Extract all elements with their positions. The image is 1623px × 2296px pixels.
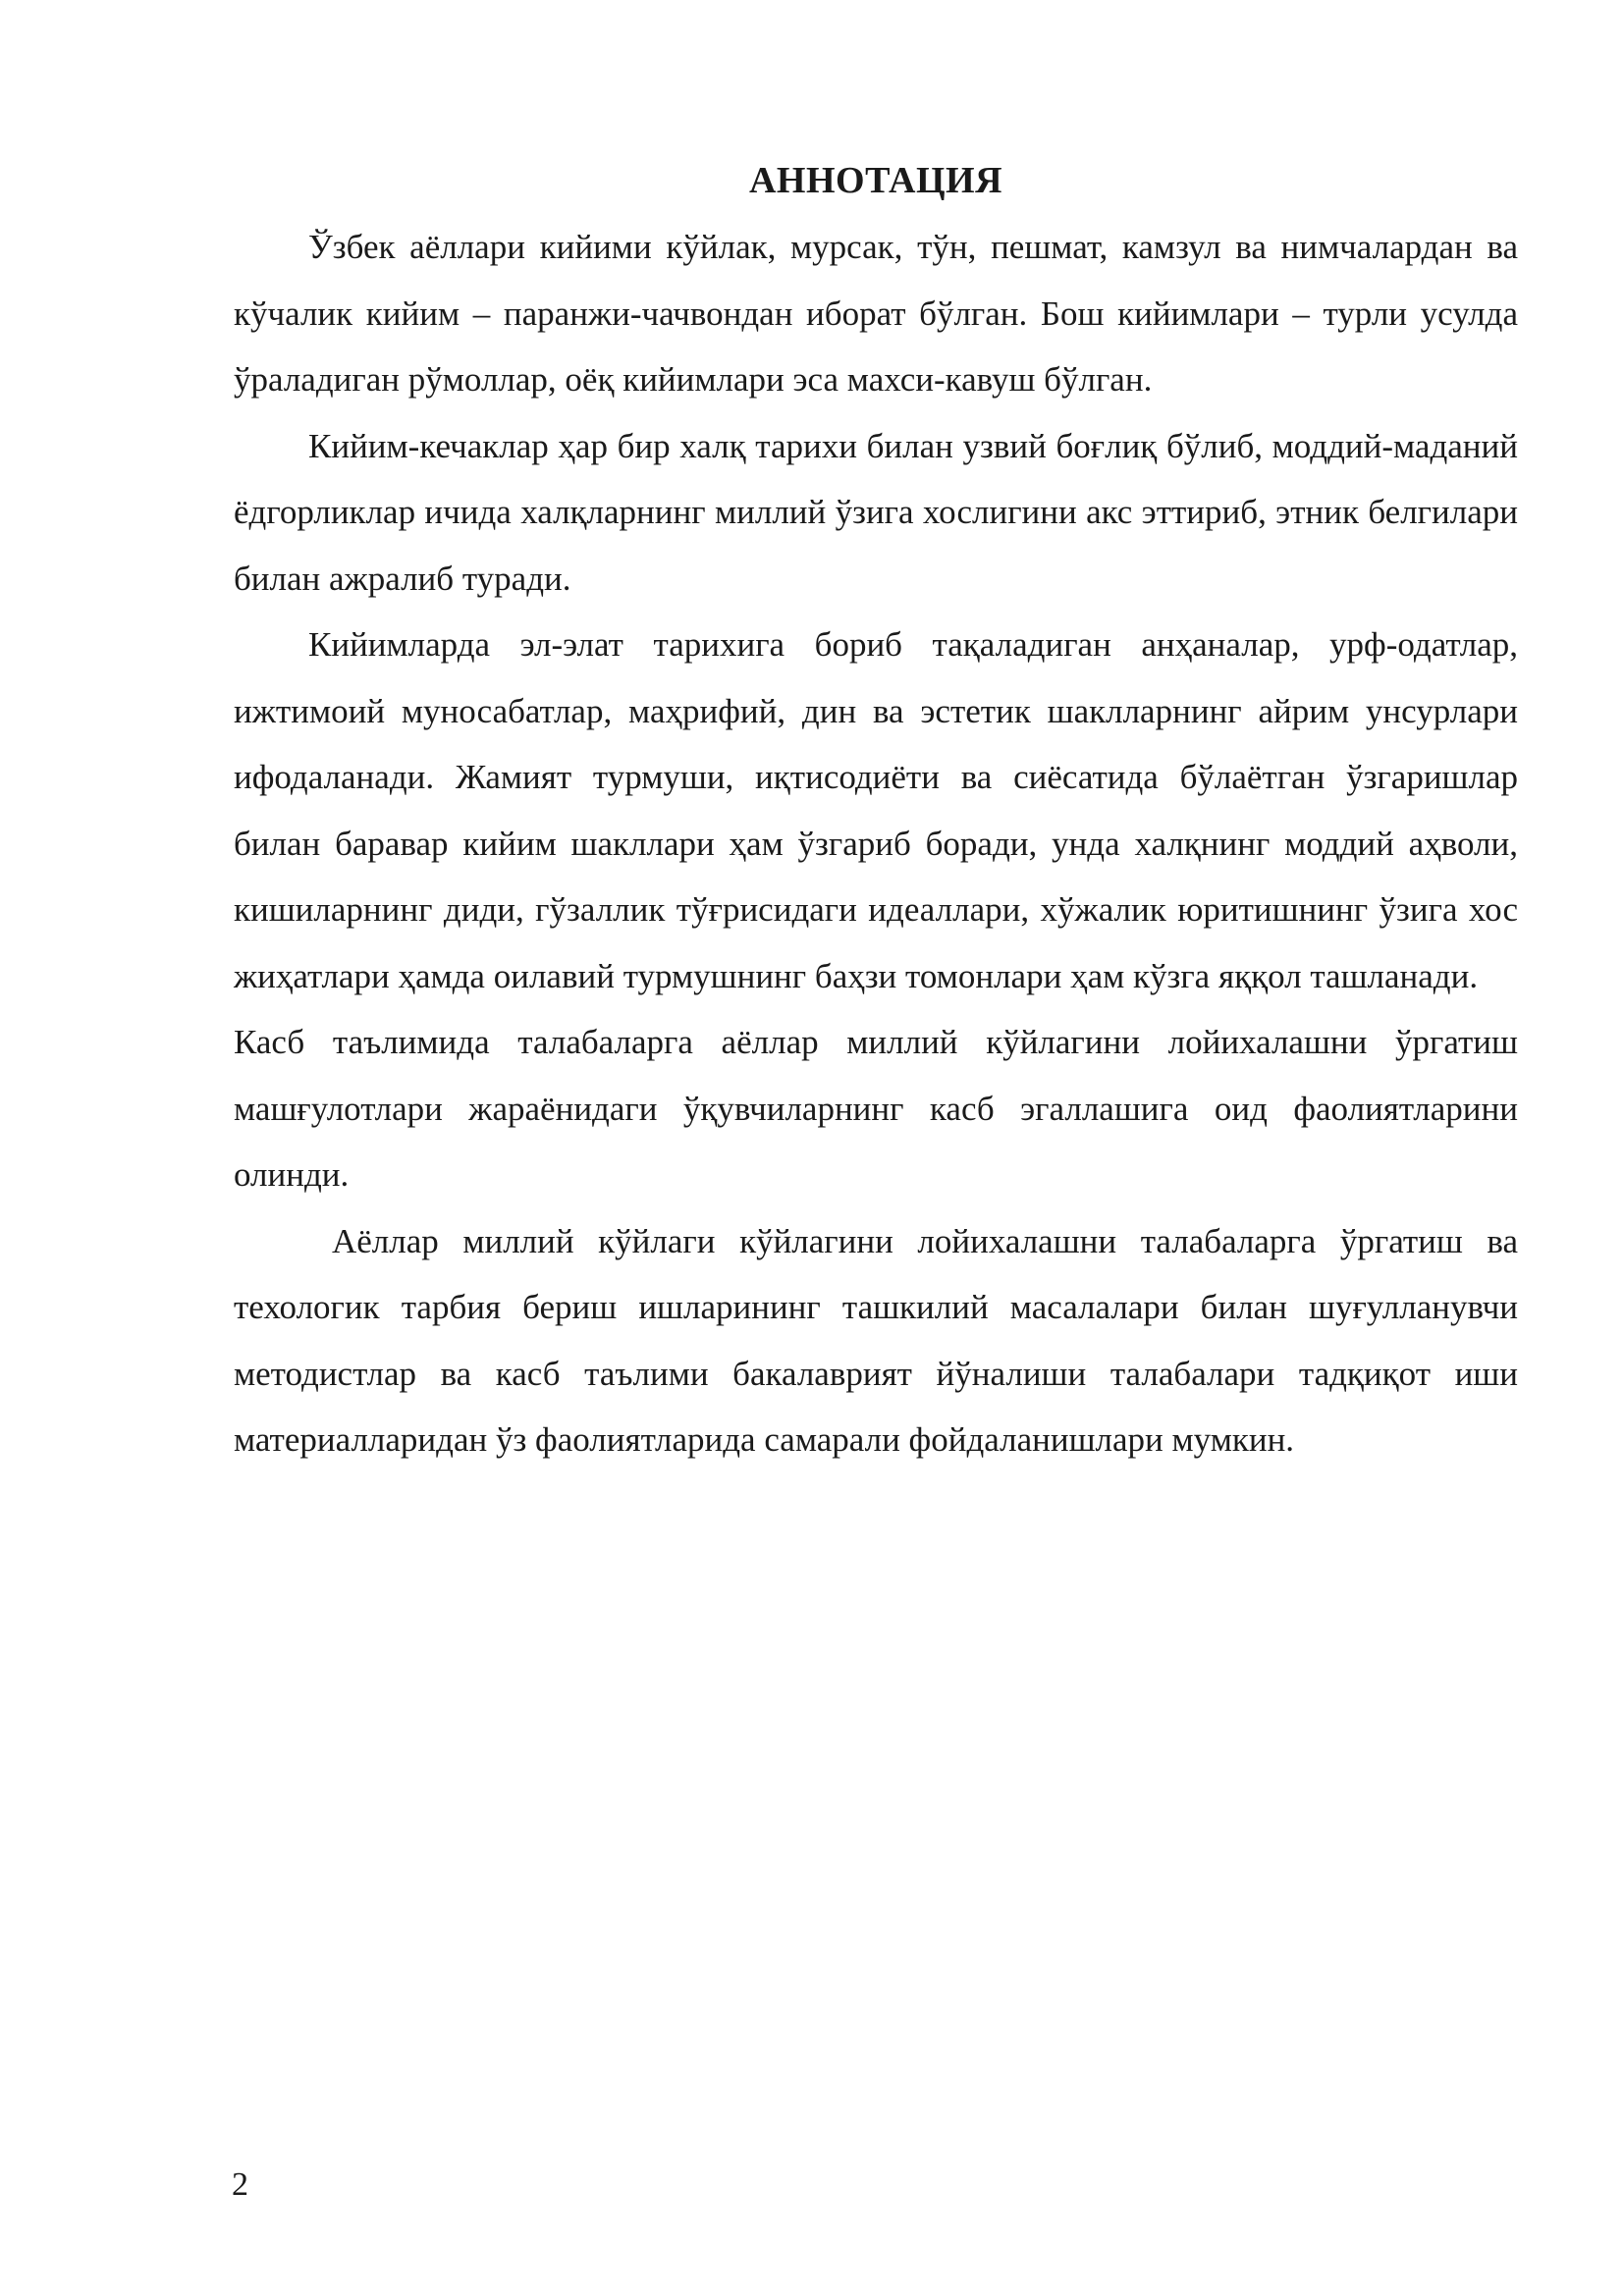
paragraph-4: Касб таълимида талабаларга аёллар миллий кўйлагини лойихалашни ўргатиш машғулотлари жараёнидаги ўқувчиларнинг касб эгаллашига оид фаолиятларини олинди. <box>234 1023 1518 1194</box>
document-body <box>234 147 1518 1473</box>
page-title: АННОТАЦИЯ <box>748 160 1003 201</box>
paragraph-5: Аёллар миллий кўйлаги кўйлагини лойихалашни талабаларга ўргатиш ва техологик тарбия бериш ишларининг ташкилий масалалари билан шуғулланувчи методистлар ва касб таълими бакалаврият йўналиши талабалари тадқиқот иши материалларидан ўз фаолиятларида самарали фойдаланишлари мумкин. <box>234 1221 1518 1459</box>
page-number: 2 <box>232 2166 248 2203</box>
paragraph-1: Ўзбек аёллари кийими кўйлак, мурсак, тўн, пешмат, камзул ва нимчалардан ва кўчалик кийим – паранжи-чачвондан иборат бўлган. Бош кийимлари – турли усулда ўраладиган рўмоллар, оёқ кийимлари эса махси-кавуш бўлган. <box>234 228 1518 399</box>
paragraph-3: Кийимларда эл-элат тарихига бориб тақаладиган анҳаналар, урф-одатлар, ижтимоий муносабатлар, маҳрифий, дин ва эстетик шаклларнинг айрим унсурлари ифодаланади. Жамият турмуши, иқтисодиёти ва сиёсатида бўлаётган ўзгаришлар билан баравар кийим шакллари ҳам ўзгариб боради, унда халқнинг моддий аҳволи, кишиларнинг диди, гўзаллик тўғрисидаги идеаллари, хўжалик юритишнинг ўзига хос жиҳатлари ҳамда оилавий турмушнинг баҳзи томонлари ҳам кўзга яққол ташланади. <box>234 625 1518 995</box>
paragraph-2: Кийим-кечаклар ҳар бир халқ тарихи билан узвий боғлиқ бўлиб, моддий-маданий ёдгорликлар ичида халқларнинг миллий ўзига хослигини акс эттириб, этник белгилари билан ажралиб туради. <box>234 426 1518 598</box>
